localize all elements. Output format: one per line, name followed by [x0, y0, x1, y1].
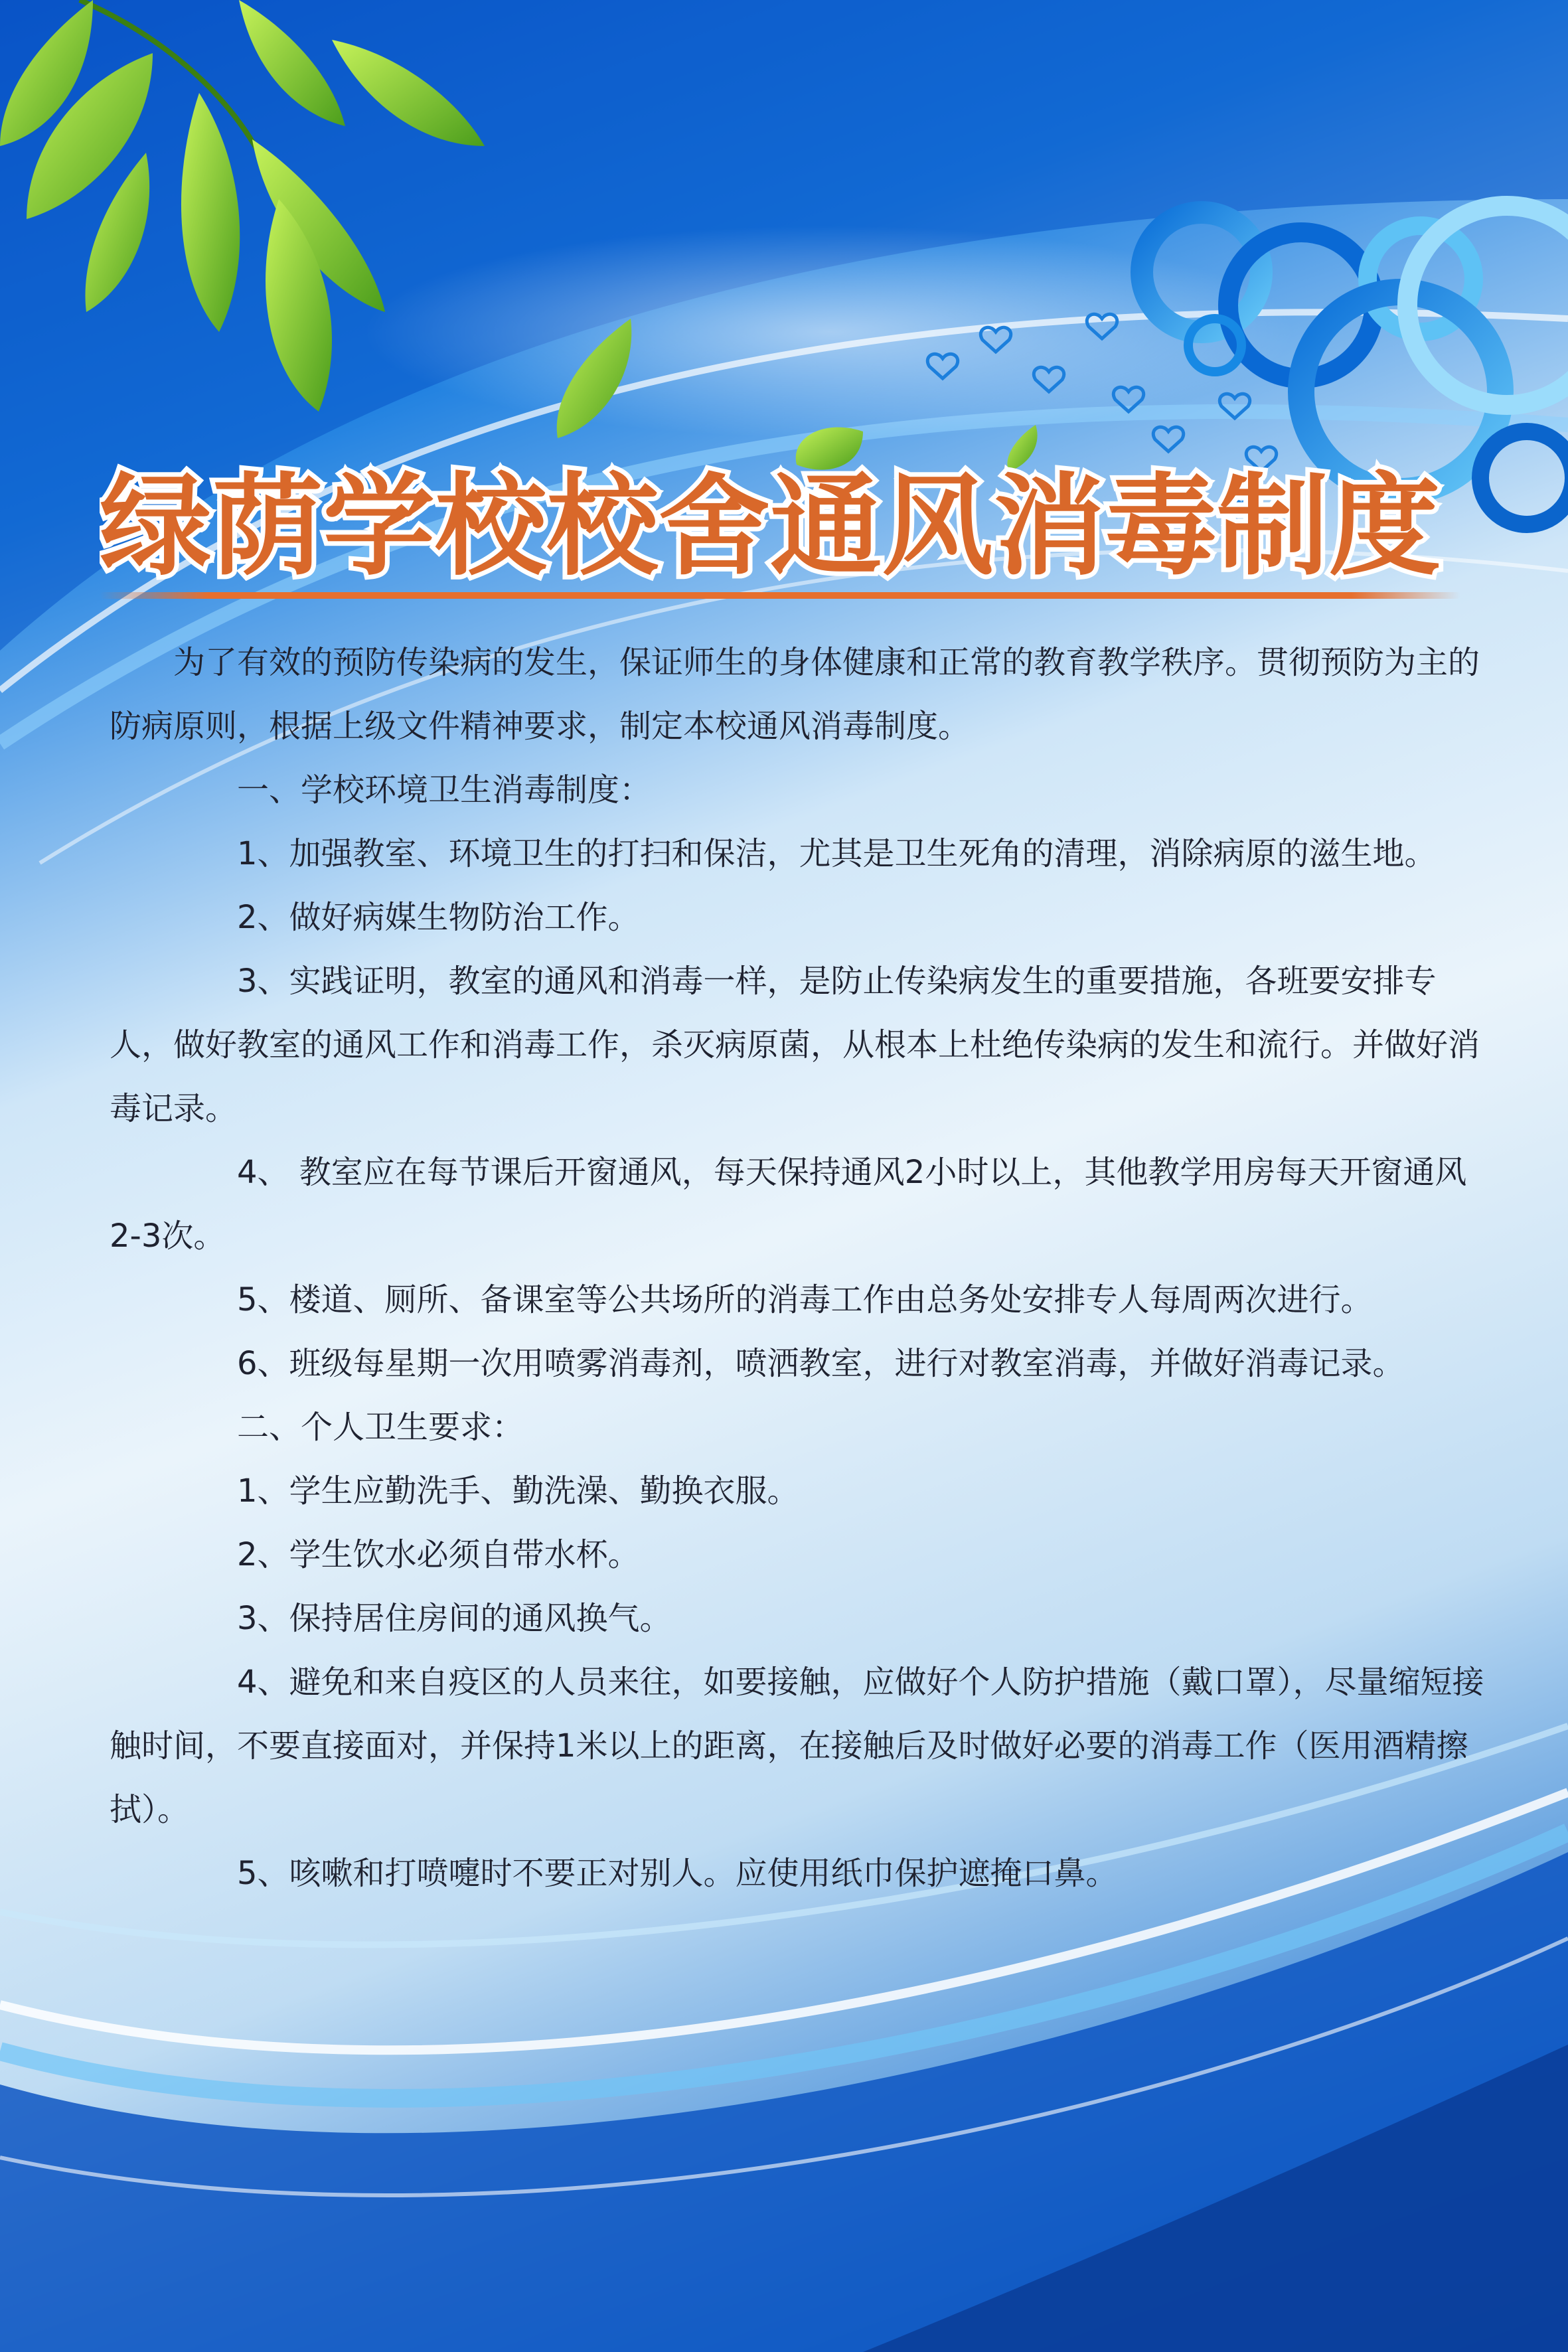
list-item: 4、 教室应在每节课后开窗通风，每天保持通风2小时以上，其他教学用房每天开窗通风2-3次。 [110, 1154, 1467, 1255]
list-item: 3、实践证明，教室的通风和消毒一样，是防止传染病发生的重要措施，各班要安排专人，做好教室的通风工作和消毒工作，杀灭病原菌，从根本上杜绝传染病的发生和流行。并做好消毒记录。 [110, 963, 1480, 1127]
page-title-text: 绿荫学校校舍通风消毒制度 [100, 463, 1441, 591]
list-item: 6、班级每星期一次用喷雾消毒剂，喷洒教室，进行对教室消毒，并做好消毒记录。 [237, 1345, 1405, 1382]
section-heading-personal: 二、个人卫生要求： [237, 1409, 524, 1446]
list-item: 2、做好病媒生物防治工作。 [237, 899, 640, 936]
section-heading-environment: 一、学校环境卫生消毒制度： [237, 771, 652, 809]
intro-paragraph: 为了有效的预防传染病的发生，保证师生的身体健康和正常的教育教学秩序。贯彻预防为主的防病原则，根据上级文件精神要求，制定本校通风消毒制度。 [110, 644, 1480, 745]
list-item: 2、学生饮水必须自带水杯。 [237, 1536, 640, 1573]
list-item: 1、加强教室、环境卫生的打扫和保洁，尤其是卫生死角的清理，消除病原的滋生地。 [237, 835, 1437, 872]
list-item: 5、咳嗽和打喷嚏时不要正对别人。应使用纸巾保护遮掩口鼻。 [237, 1855, 1118, 1892]
list-item: 1、学生应勤洗手、勤洗澡、勤换衣服。 [237, 1472, 799, 1510]
list-item: 3、保持居住房间的通风换气。 [237, 1600, 672, 1637]
title-underline [100, 592, 1460, 599]
document-body [110, 631, 1490, 1905]
list-item: 4、避免和来自疫区的人员来往，如要接触，应做好个人防护措施（戴口罩），尽量缩短接触时间，不要直接面对，并保持1米以上的距离，在接触后及时做好必要的消毒工作（医用酒精擦拭）。 [110, 1664, 1484, 1828]
list-item: 5、楼道、厕所、备课室等公共场所的消毒工作由总务处安排专人每周两次进行。 [237, 1281, 1373, 1318]
page-title [100, 458, 1447, 591]
